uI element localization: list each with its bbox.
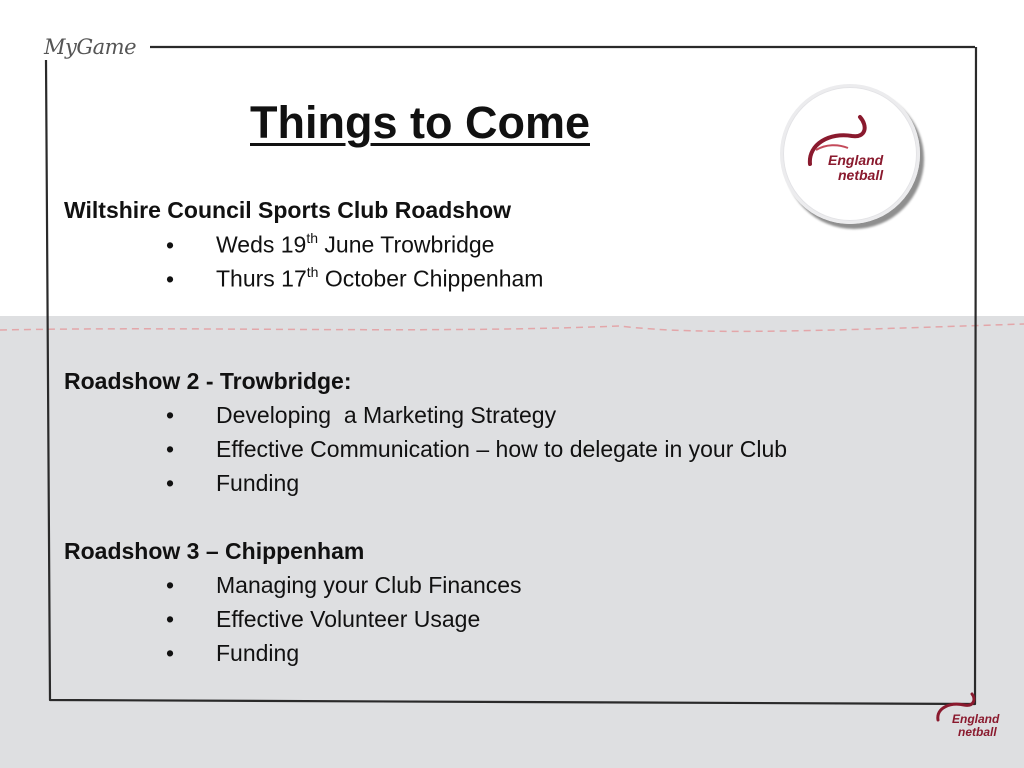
bullet: • [166, 436, 175, 462]
list-item [166, 231, 494, 259]
list-item [166, 640, 299, 667]
section-heading-roadshow-1: Wiltshire Council Sports Club Roadshow [64, 197, 512, 223]
ordinal-suffix: th [306, 230, 319, 246]
item-text-rest: October Chippenham [318, 265, 544, 292]
bullet: • [166, 402, 175, 428]
bullet: • [166, 470, 175, 496]
list-item [166, 606, 480, 633]
bullet: • [166, 572, 175, 598]
list-item [166, 436, 787, 463]
item-text: Weds 19 [216, 231, 307, 258]
item-text-rest: June Trowbridge [318, 231, 495, 258]
logo-text-netball: netball [958, 725, 997, 739]
slide-title: Things to Come [250, 97, 590, 148]
logo-text-england: England [828, 152, 884, 168]
bullet: • [166, 640, 175, 666]
list-item [166, 402, 556, 429]
bullet: • [166, 265, 175, 292]
list-item [166, 265, 543, 293]
item-text: Effective Volunteer Usage [216, 606, 481, 632]
logo-text-england: England [952, 712, 1000, 726]
bullet: • [166, 231, 175, 258]
logo-text-netball: netball [838, 167, 884, 183]
item-text: Managing your Club Finances [216, 572, 522, 598]
item-text: Funding [216, 470, 300, 496]
ordinal-suffix: th [306, 264, 319, 280]
item-text: Funding [216, 640, 300, 666]
list-item [166, 572, 522, 599]
england-netball-logo-large [780, 84, 920, 224]
list-item [166, 470, 299, 497]
item-text: Thurs 17 [216, 265, 307, 292]
dashed-divider-line [0, 324, 1024, 331]
bullet: • [166, 606, 175, 632]
section-heading-roadshow-2: Roadshow 2 - Trowbridge: [64, 368, 352, 394]
mygame-logo-text: MyGame [44, 35, 137, 59]
section-heading-roadshow-3: Roadshow 3 – Chippenham [64, 538, 365, 564]
england-netball-logo-small [930, 690, 1010, 750]
item-text: Developing a Marketing Strategy [216, 402, 557, 428]
item-text: Effective Communication – how to delegate in your Club [216, 436, 788, 462]
